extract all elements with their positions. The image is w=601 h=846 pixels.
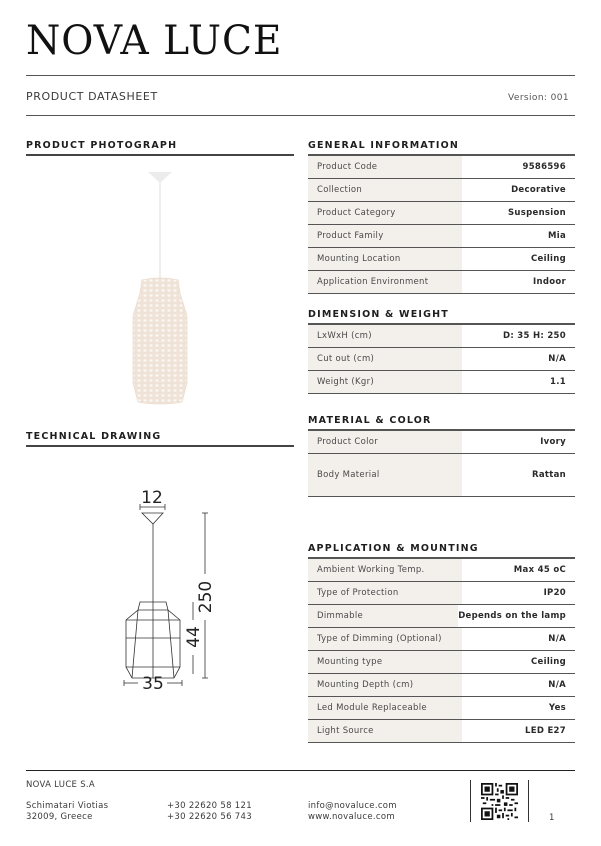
row-label: Product Color <box>308 431 462 453</box>
dim-shade-height: 44 <box>184 626 204 648</box>
dim-diameter: 35 <box>142 674 164 690</box>
table-row <box>308 674 575 697</box>
table-row <box>308 248 575 271</box>
row-label: Product Code <box>308 156 462 178</box>
rattan-shade <box>133 278 187 404</box>
row-value: Yes <box>548 702 566 713</box>
row-label: Mounting type <box>308 651 462 673</box>
canopy <box>148 172 172 182</box>
row-label: Product Category <box>308 202 462 224</box>
footer-phone-1[interactable]: +30 22620 58 121 <box>167 801 252 811</box>
footer-address-line2: 32009, Greece <box>26 812 93 822</box>
footer-separator-left <box>470 780 471 822</box>
table-row <box>308 720 575 743</box>
row-label: Type of Protection <box>308 582 462 604</box>
header-divider-top <box>26 75 575 76</box>
row-label: Type of Dimming (Optional) <box>308 628 462 650</box>
footer-phone-2[interactable]: +30 22620 56 743 <box>167 812 252 822</box>
row-label: Weight (Kgr) <box>308 371 462 393</box>
footer-address-line1: Schimatari Viotias <box>26 801 109 811</box>
technical-drawing <box>100 480 240 690</box>
table-row <box>308 454 575 497</box>
row-label: Light Source <box>308 720 462 742</box>
general-heading: GENERAL INFORMATION <box>308 140 460 151</box>
row-value: Ceiling <box>531 656 566 667</box>
row-label: LxWxH (cm) <box>308 325 462 347</box>
row-value: Rattan <box>532 469 566 480</box>
footer-divider <box>26 770 575 771</box>
row-value: Max 45 oC <box>513 564 566 575</box>
row-value: Mia <box>547 230 566 241</box>
brand-logo-first: NOVA <box>26 18 150 64</box>
row-value: Suspension <box>508 207 566 218</box>
row-value: IP20 <box>543 587 566 598</box>
footer-email-link[interactable]: info@novaluce.com <box>308 801 397 811</box>
row-value: D: 35 H: 250 <box>502 330 566 341</box>
dimension-table <box>308 323 575 394</box>
row-label: Led Module Replaceable <box>308 697 462 719</box>
row-label: Body Material <box>308 454 462 496</box>
general-table <box>308 154 575 294</box>
row-value: 9586596 <box>522 161 566 172</box>
drawing-heading-rule <box>26 445 294 447</box>
brand-logo <box>26 18 283 64</box>
brand-logo-second: LUCE <box>163 18 283 64</box>
application-heading: APPLICATION & MOUNTING <box>308 543 479 554</box>
row-value: 1.1 <box>550 376 566 387</box>
header-divider-bottom <box>26 115 575 116</box>
table-row <box>308 651 575 674</box>
table-row <box>308 202 575 225</box>
table-row <box>308 225 575 248</box>
version-label: Version: 001 <box>508 93 569 103</box>
material-table <box>308 429 575 497</box>
table-row <box>308 325 575 348</box>
dim-total-height: 250 <box>196 580 216 614</box>
footer-company: NOVA LUCE S.A <box>26 780 96 790</box>
table-row <box>308 371 575 394</box>
footer-separator-right <box>528 780 529 822</box>
footer-website-link[interactable]: www.novaluce.com <box>308 812 395 822</box>
page-number: 1 <box>549 813 555 823</box>
row-label: Ambient Working Temp. <box>308 559 462 581</box>
table-row <box>308 431 575 454</box>
material-heading: MATERIAL & COLOR <box>308 415 432 426</box>
photo-heading: PRODUCT PHOTOGRAPH <box>26 140 178 151</box>
row-value: N/A <box>548 679 566 690</box>
row-value: Ivory <box>540 436 566 447</box>
row-label: Collection <box>308 179 462 201</box>
row-value: N/A <box>548 353 566 364</box>
product-photograph <box>100 168 220 418</box>
drawing-heading: TECHNICAL DRAWING <box>26 431 162 442</box>
row-value: Decorative <box>511 184 566 195</box>
qr-code-icon <box>481 783 518 820</box>
row-value: Ceiling <box>531 253 566 264</box>
document-title: PRODUCT DATASHEET <box>26 90 158 103</box>
table-row <box>308 605 575 628</box>
row-label: Product Family <box>308 225 462 247</box>
table-row <box>308 271 575 294</box>
dim-canopy: 12 <box>141 488 163 508</box>
row-value: LED E27 <box>525 725 566 736</box>
table-row <box>308 628 575 651</box>
row-label: Mounting Depth (cm) <box>308 674 462 696</box>
table-row <box>308 582 575 605</box>
dimension-heading: DIMENSION & WEIGHT <box>308 309 449 320</box>
table-row <box>308 348 575 371</box>
photo-heading-rule <box>26 154 294 156</box>
row-value: Depends on the lamp <box>458 610 566 621</box>
application-table <box>308 557 575 743</box>
row-value: Indoor <box>533 276 566 287</box>
row-label: Application Environment <box>308 271 462 293</box>
row-label: Mounting Location <box>308 248 462 270</box>
table-row <box>308 559 575 582</box>
table-row <box>308 156 575 179</box>
row-value: N/A <box>548 633 566 644</box>
row-label: Dimmable <box>308 605 458 627</box>
row-label: Cut out (cm) <box>308 348 462 370</box>
table-row <box>308 697 575 720</box>
table-row <box>308 179 575 202</box>
